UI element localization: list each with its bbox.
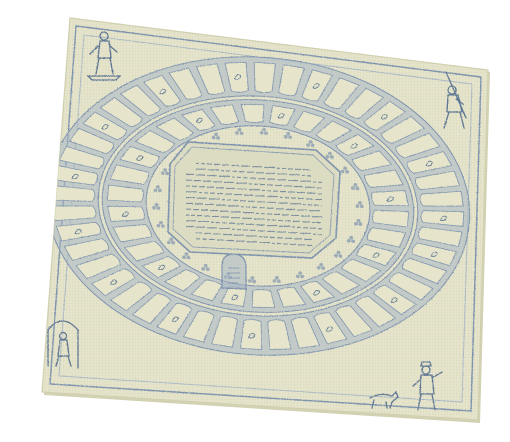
tombstone-icon [222, 254, 246, 289]
outer-ring-space [241, 319, 264, 350]
center-rules-panel [168, 142, 340, 258]
outer-ring-space [252, 62, 275, 93]
rules-panel-frame [168, 142, 340, 258]
